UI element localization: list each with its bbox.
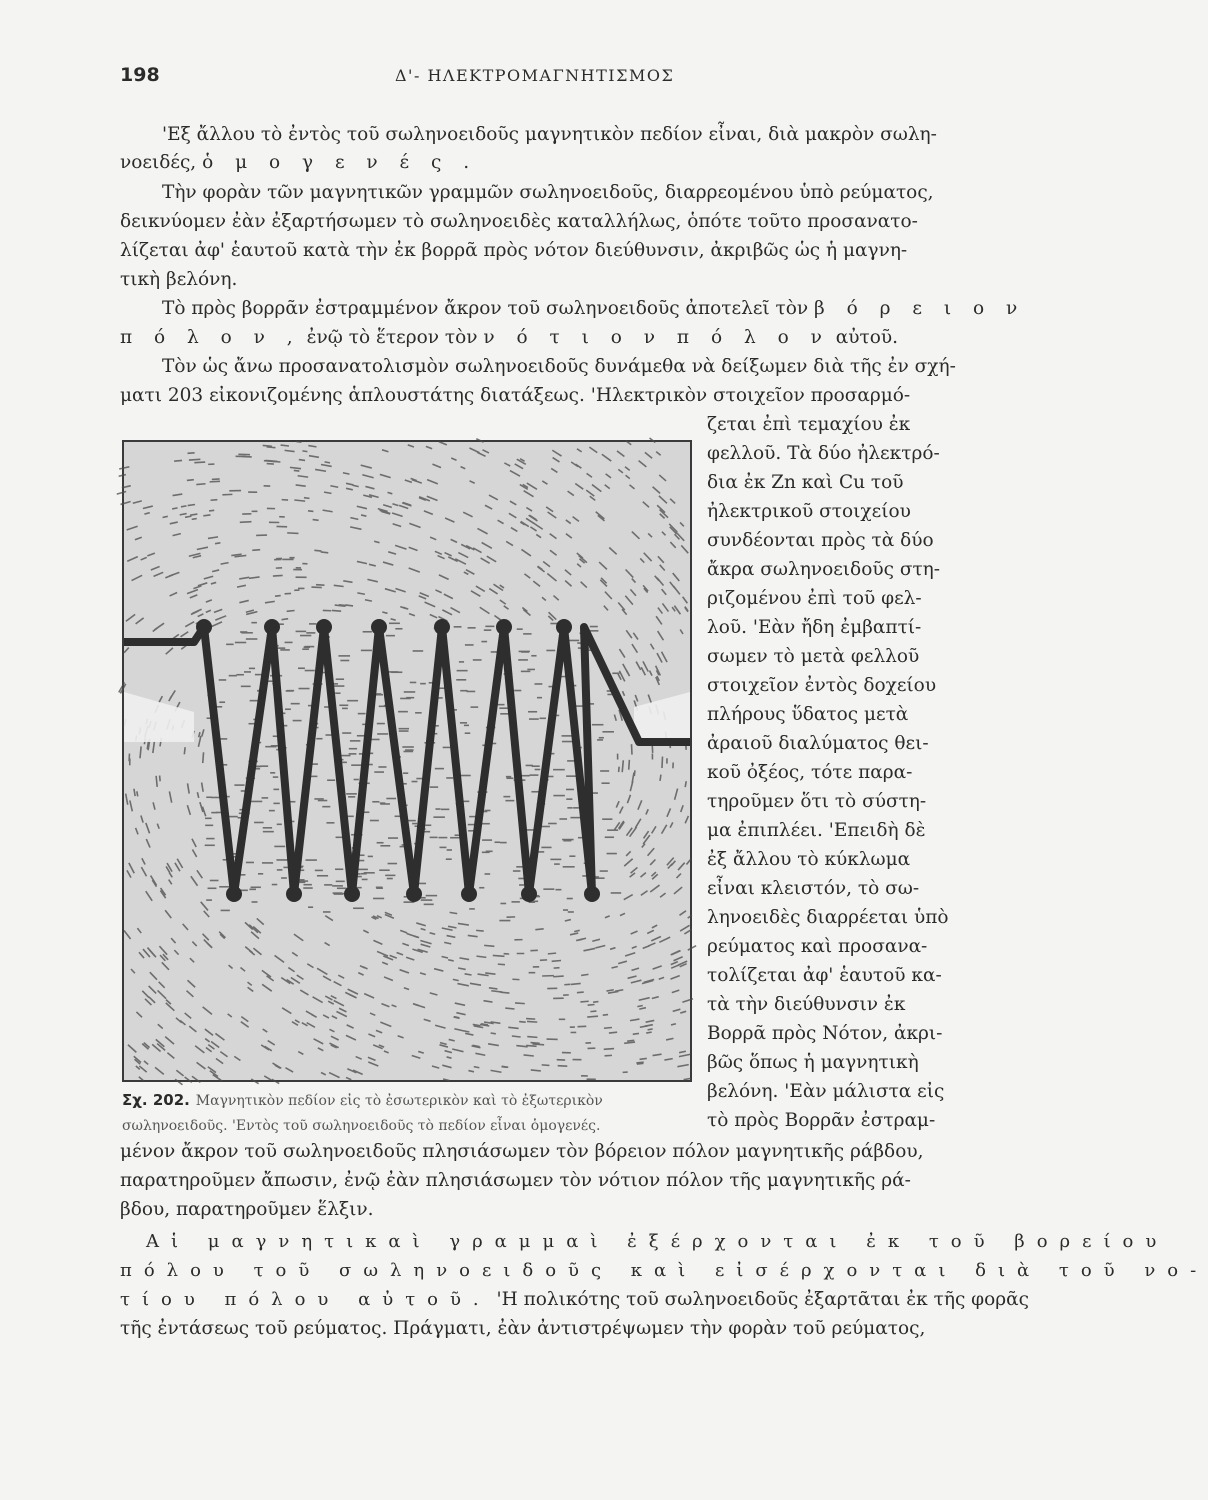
iron-filing-mark [505,1008,514,1009]
text-line: δεικνύομεν ἐὰν ἐξαρτήσωμεν τὸ σωληνοειδὲς καταλλήλως, ὁπότε τοῦτο προσανατο- [120,211,918,232]
coil-turn-bottom [226,886,242,902]
iron-filing-mark [498,964,505,965]
iron-filing-mark [590,1011,596,1012]
iron-filing-mark [302,451,307,452]
caption-text-1: Μαγνητικὸν πεδίον εἰς τὸ ἐσωτερικὸν καὶ τὸ ἐξωτερικὸν [195,1093,603,1109]
text-line [120,329,898,348]
text-run: Τὸ πρὸς βορρᾶν ἐστραμμένον ἄκρον τοῦ σωληνοειδοῦς ἀποτελεῖ τὸν [162,298,815,319]
iron-filing-mark [500,992,509,993]
iron-filing-mark [282,619,289,620]
iron-filing-mark [281,445,289,446]
text-line: βδου, παρατηροῦμεν ἕλξιν. [120,1199,374,1220]
coil-turn-top [264,619,280,635]
iron-filing-mark [263,445,272,446]
text-line: βελόνη. 'Εὰν μάλιστα εἰς [707,1081,945,1102]
emphasis-boreion: β ό ρ ε ι ο ν [814,298,1026,319]
iron-filing-mark [646,1032,652,1033]
iron-filing-mark [294,500,305,501]
coil-turn-top [316,619,332,635]
coil-turn-top [196,619,212,635]
coil-turn-bottom [286,886,302,902]
iron-filing-mark [296,441,301,442]
iron-filing-mark [571,983,581,984]
iron-filing-mark [588,1005,595,1006]
iron-filing-mark [267,464,274,465]
coil-turn-bottom [461,886,477,902]
iron-filing-mark [619,767,620,772]
iron-filing-mark [325,462,330,463]
text-line [120,1291,1029,1310]
text-line: Βορρᾶ πρὸς Νότον, ἀκρι- [707,1023,943,1044]
iron-filing-mark [535,929,543,930]
text-line: συνδέονται πρὸς τὰ δύο [707,530,934,551]
iron-filing-mark [181,506,187,507]
iron-filing-mark [552,961,561,962]
coil-turn-bottom [584,886,600,902]
iron-filing-mark [542,1065,550,1066]
text-line: ματι 203 εἰκονιζομένης ἁπλουστάτης διατάξεως. 'Ηλεκτρικὸν στοιχεῖον προσαρμό- [120,385,911,406]
iron-filing-mark [637,1063,644,1064]
iron-filing-mark [548,953,556,954]
running-title: Δ'- ΗΛΕΚΤΡΟΜΑΓΝΗΤΙΣΜΟΣ [395,66,675,85]
iron-filing-mark [633,1033,639,1034]
iron-filing-mark [215,543,220,544]
iron-filing-mark [519,1022,526,1023]
iron-filing-mark [493,955,505,956]
iron-filing-mark [660,775,661,781]
iron-filing-mark [609,1032,617,1033]
iron-filing-mark [160,775,161,781]
iron-filing-mark [210,481,220,482]
text-line: εἶναι κλειστόν, τὸ σω- [707,878,920,899]
iron-filing-mark [640,1058,647,1059]
text-line: τῆς ἐντάσεως τοῦ ρεύματος. Πράγματι, ἐὰν ἀντιστρέψωμεν τὴν φορὰν τοῦ ρεύματος, [120,1318,926,1339]
iron-filing-mark [275,596,281,597]
iron-filing-mark [294,470,300,471]
iron-filing-mark [189,459,201,460]
iron-filing-mark [491,1033,496,1034]
iron-filing-mark [321,552,329,553]
iron-filing-mark [196,484,205,485]
emphasis-polon: π ό λ ο ν , [120,327,301,348]
iron-filing-mark [203,515,210,516]
solenoid-field-figure [122,440,692,1082]
text-line: τὸ πρὸς Βορρᾶν ἐστραμ- [707,1110,936,1131]
iron-filing-mark [587,1016,598,1017]
iron-filing-mark [313,520,319,521]
iron-filing-mark [252,550,260,551]
text-line: σωμεν τὸ μετὰ φελλοῦ [707,646,920,667]
iron-filing-mark [622,760,623,772]
iron-filing-mark [527,1021,537,1022]
text-line: ἀραιοῦ διαλύματος θει- [707,733,929,754]
iron-filing-mark [531,1070,541,1071]
text-line: 'Εξ ἄλλου τὸ ἐντὸς τοῦ σωληνοειδοῦς μαγνητικὸν πεδίον εἶναι, διὰ μακρὸν σωλη- [162,124,937,145]
text-line: τὰ τὴν διεύθυνσιν ἐκ [707,994,906,1015]
figure-caption [122,1091,603,1110]
text-line: ληνοειδὲς διαρρέεται ὑπὸ [707,907,949,928]
text-line: ριζομένου ἐπὶ τοῦ φελ- [707,588,922,609]
iron-filing-mark [476,439,483,442]
page-number: 198 [120,64,160,86]
iron-filing-mark [650,438,656,443]
caption-text-2: σωληνοειδοῦς. 'Εντὸς τοῦ σωληνοειδοῦς τὸ πεδίον εἶναι ὁμογενές. [122,1118,601,1134]
iron-filing-mark [629,760,630,770]
emphasis-homogenes: ὁ μ ο γ ε ν έ ς . [202,152,478,173]
text-line: δια ἐκ Zn καὶ Cu τοῦ [707,472,904,493]
iron-filing-mark [211,500,218,501]
text-line: Αἱ μαγνητικαὶ γραμμαὶ ἐξέρχονται ἐκ τοῦ βορείου [146,1231,1169,1252]
text-line [120,154,477,173]
iron-filing-mark [603,1015,608,1016]
iron-filing-mark [527,1037,537,1038]
text-line: λίζεται ἀφ' ἑαυτοῦ κατὰ τὴν ἐκ βορρᾶ πρὸς νότον διεύθυνσιν, ἀκριβῶς ὡς ἡ μαγνη- [120,240,908,261]
solenoid-field-image [124,442,690,1080]
text-run: αὐτοῦ. [829,327,898,348]
iron-filing-mark [502,1066,508,1067]
iron-filing-mark [648,1029,653,1030]
iron-filing-mark [314,550,321,551]
text-line: Τὴν φορὰν τῶν μαγνητικῶν γραμμῶν σωληνοειδοῦς, διαρρεομένου ὑπὸ ρεύματος, [162,182,934,203]
iron-filing-mark [266,460,278,461]
iron-filing-mark [531,1043,540,1044]
iron-filing-mark [553,976,563,977]
iron-filing-mark [662,757,663,768]
iron-filing-mark [299,460,305,461]
iron-filing-mark [631,744,632,754]
iron-filing-mark [287,611,295,612]
iron-filing-mark [187,480,194,481]
iron-filing-mark [156,776,157,787]
emphasis-notion-polon: ν ό τ ι ο ν π ό λ ο ν [483,327,830,348]
coil-turn-top [496,619,512,635]
iron-filing-mark [604,1027,612,1028]
iron-filing-mark [526,1019,535,1020]
coil-turn-top [434,619,450,635]
iron-filing-mark [627,1040,634,1041]
text-line: στοιχεῖον ἐντὸς δοχείου [707,675,937,696]
iron-filing-mark [593,1002,598,1003]
iron-filing-mark [185,516,191,517]
iron-filing-mark [464,1031,470,1032]
iron-filing-mark [339,605,347,606]
iron-filing-mark [481,1024,488,1025]
iron-filing-mark [524,1055,534,1056]
text-run: νοειδές, [120,152,203,173]
text-line: ἐξ ἄλλου τὸ κύκλωμα [707,849,911,870]
coil-turn-top [371,619,387,635]
iron-filing-mark [267,447,276,448]
coil-turn-bottom [406,886,422,902]
text-line: Τὸν ὡς ἄνω προσανατολισμὸν σωληνοειδοῦς δυνάμεθα νὰ δείξωμεν διὰ τῆς ἐν σχή- [162,356,956,377]
text-run: 'Η πολικότης τοῦ σωληνοειδοῦς ἐξαρτᾶται ἐκ τῆς φορᾶς [490,1289,1030,1310]
iron-filing-mark [308,511,313,512]
text-line: πλήρους ὕδατος μετὰ [707,704,909,725]
iron-filing-mark [581,974,588,975]
text-line: ἠλεκτρικοῦ στοιχείου [707,501,911,522]
iron-filing-mark [577,992,584,993]
iron-filing-mark [476,930,484,931]
text-line: πόλου τοῦ σωληνοειδοῦς καὶ εἰσέρχονται διὰ τοῦ νο- [120,1260,1208,1281]
iron-filing-mark [194,462,205,463]
coil-turn-bottom [521,886,537,902]
figure-label: Σχ. 202. [122,1091,190,1109]
iron-filing-mark [203,752,204,763]
iron-filing-mark [137,791,138,796]
text-line: κοῦ ὀξέος, τότε παρα- [707,762,913,783]
iron-filing-mark [316,585,325,586]
text-line: βῶς ὅπως ἡ μαγνητικὴ [707,1052,919,1073]
text-line: τηροῦμεν ὅτι τὸ σύστη- [707,791,927,812]
iron-filing-mark [512,1036,521,1037]
iron-filing-mark [637,1006,642,1007]
iron-filing-mark [273,575,283,576]
text-line: τικὴ βελόνη. [120,269,238,290]
iron-filing-mark [209,510,214,511]
text-line: μα ἐπιπλέει. 'Επειδὴ δὲ [707,820,926,841]
iron-filing-mark [580,1001,588,1002]
iron-filing-mark [172,508,177,509]
text-line [162,300,1025,319]
iron-filing-mark [240,522,252,523]
iron-filing-mark [474,1067,480,1068]
iron-filing-mark [175,1079,182,1085]
iron-filing-mark [174,460,182,461]
text-line: φελλοῦ. Τὰ δύο ἠλεκτρό- [707,443,940,464]
iron-filing-mark [484,945,494,946]
iron-filing-mark [188,504,195,505]
text-line: ἄκρα σωληνοειδοῦς στη- [707,559,941,580]
text-line: παρατηροῦμεν ἄπωσιν, ἐνῷ ἐὰν πλησιάσωμεν τὸν νότιον πόλον τῆς μαγνητικῆς ρά- [120,1170,911,1191]
iron-filing-mark [192,519,197,520]
emphasis-text: τίου πόλου αὐτοῦ. [120,1289,491,1310]
text-line: μένον ἄκρον τοῦ σωληνοειδοῦς πλησιάσωμεν τὸν βόρειον πόλον μαγνητικῆς ράβδου, [120,1141,924,1162]
iron-filing-mark [287,533,298,534]
coil-turn-top [556,619,572,635]
text-line: τολίζεται ἀφ' ἑαυτοῦ κα- [707,965,942,986]
iron-filing-mark [184,747,185,754]
text-line: ρεύματος καὶ προσανα- [707,936,928,957]
text-run: ἐνῷ τὸ ἕτερον τὸν [306,327,484,348]
iron-filing-mark [685,781,686,787]
coil-turn-bottom [344,886,360,902]
iron-filing-mark [532,1044,544,1045]
iron-filing-mark [508,1027,518,1028]
text-line: ζεται ἐπὶ τεμαχίου ἐκ [707,414,911,435]
iron-filing-mark [604,1049,614,1050]
iron-filing-mark [332,610,341,611]
text-line: λοῦ. 'Εὰν ἤδη ἐμβαπτί- [707,617,922,638]
iron-filing-mark [489,988,497,989]
iron-filing-mark [515,1003,525,1004]
iron-filing-mark [304,498,310,499]
